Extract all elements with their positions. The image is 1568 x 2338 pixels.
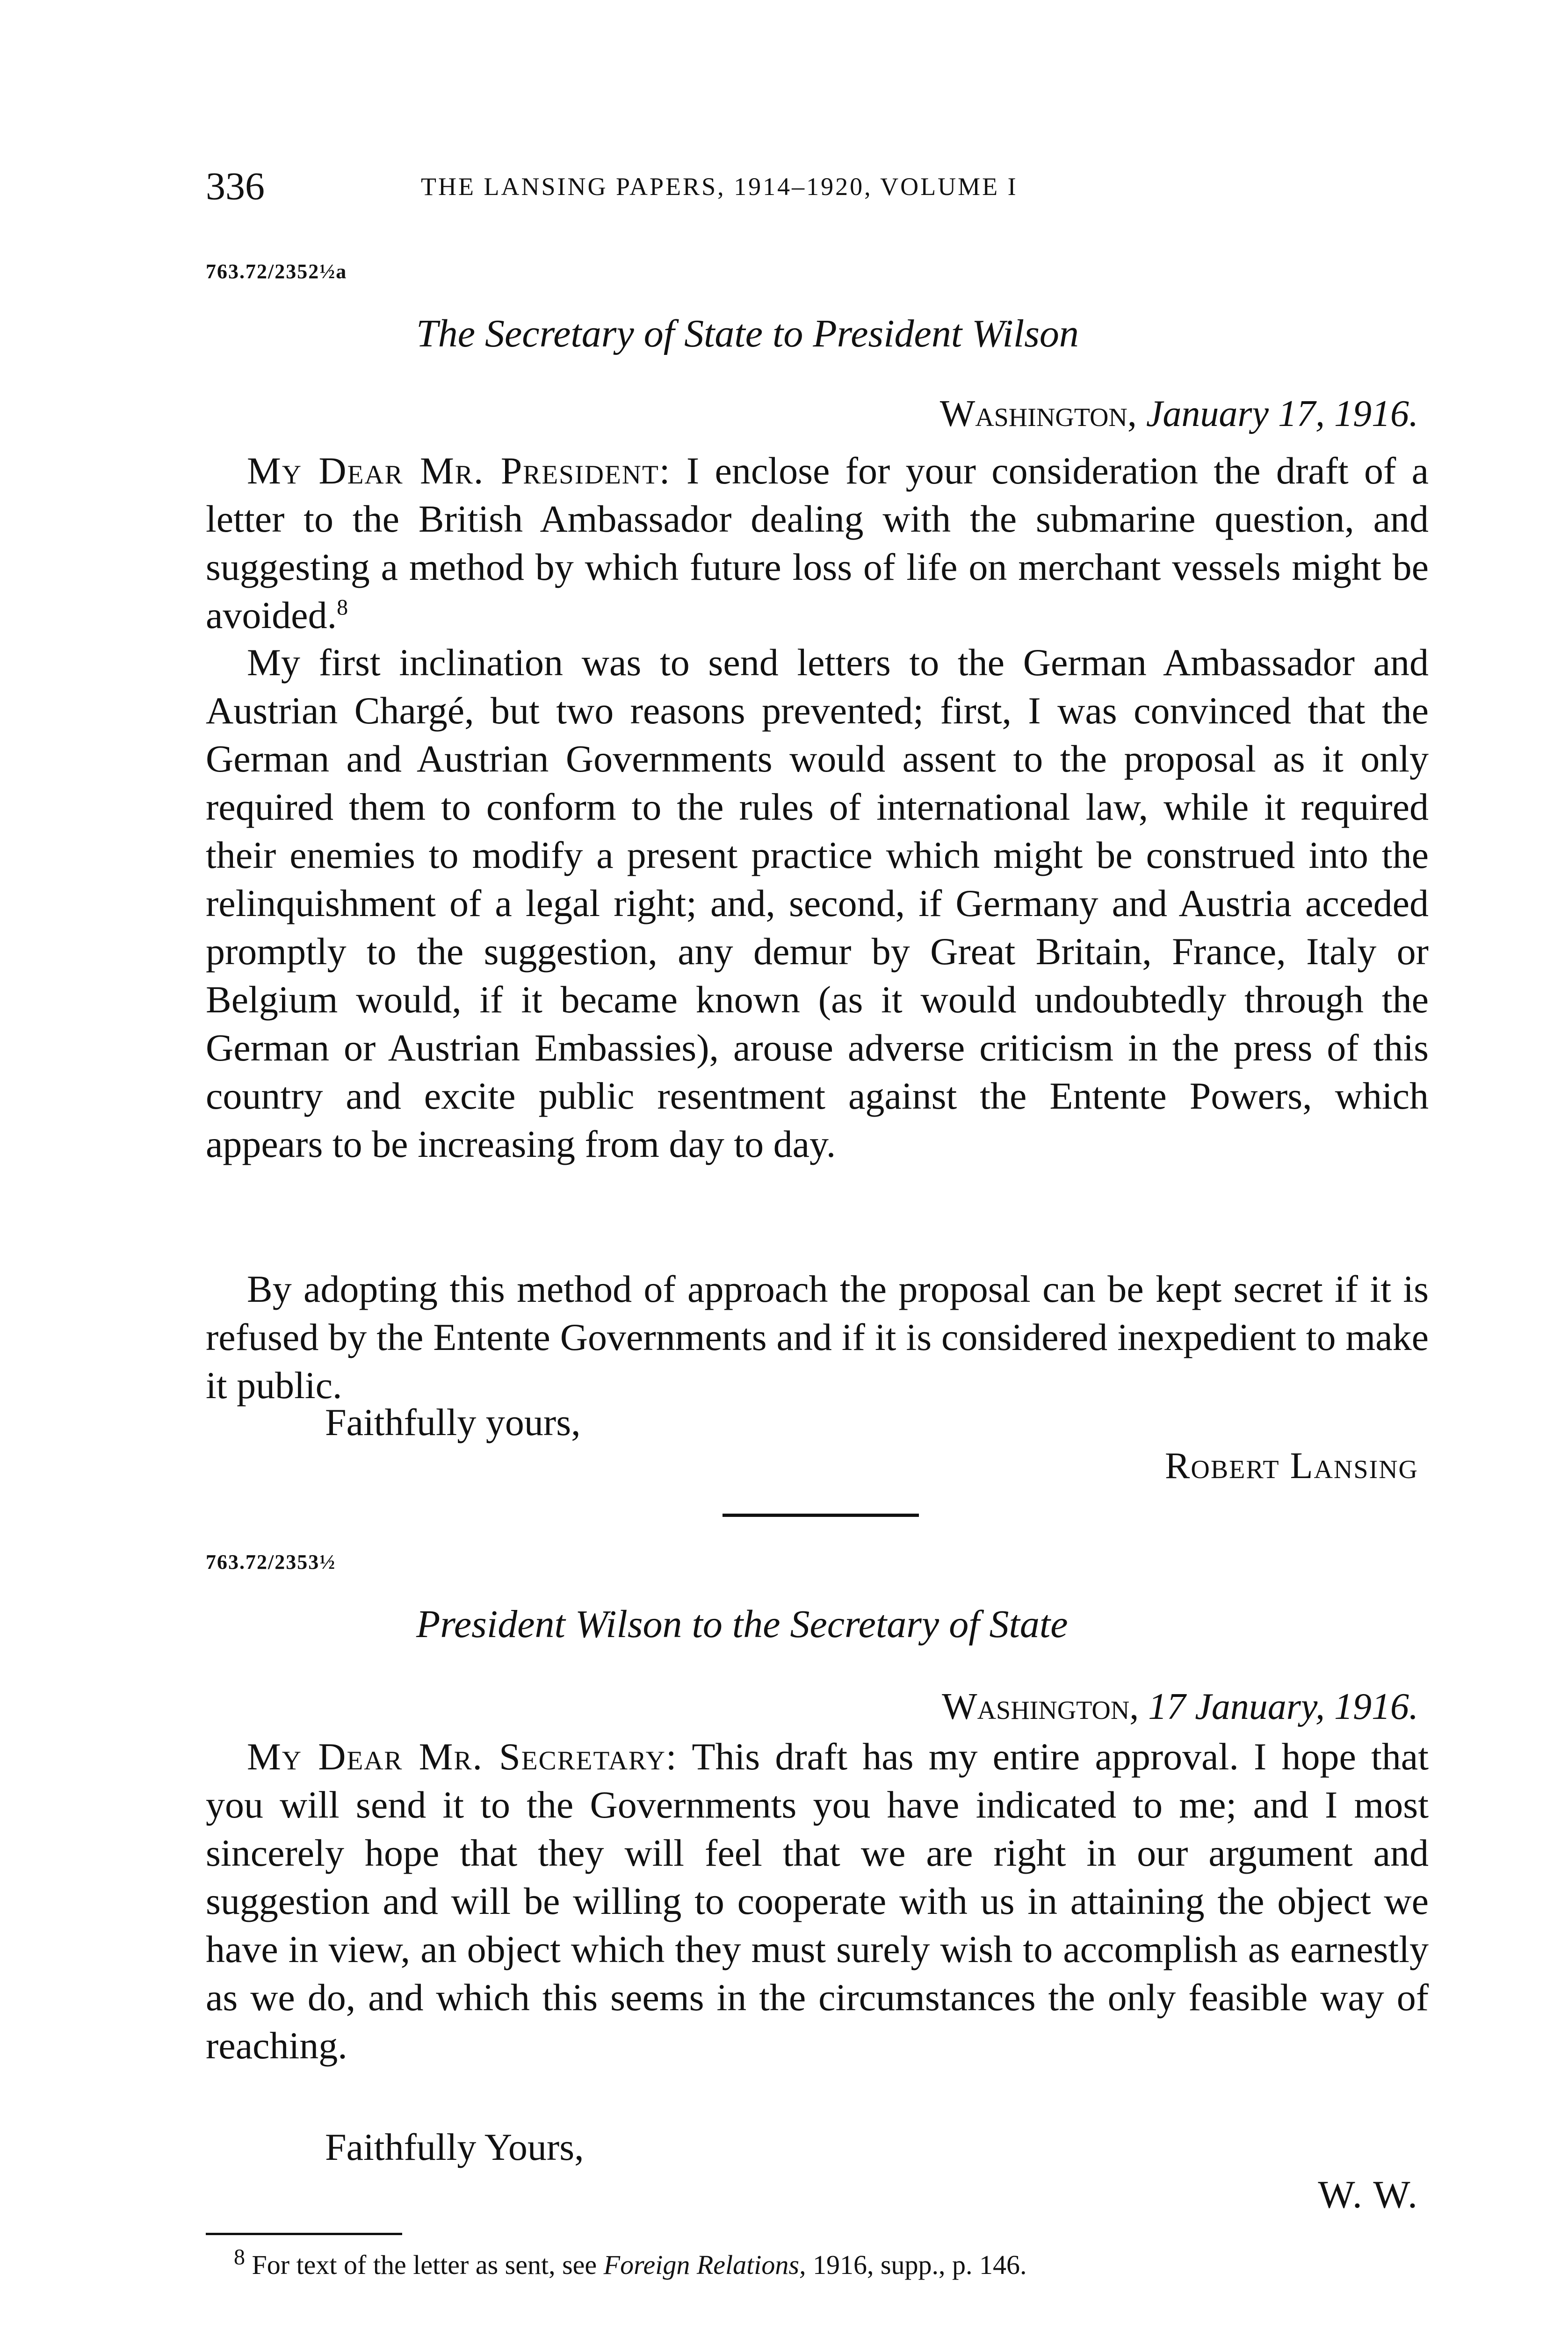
dateline-date: 17 January, 1916. [1148,1686,1418,1727]
dateline-city: Washington, [939,393,1137,434]
paragraph-text: I enclose for your consideration the draft of a letter to the British Ambassador dealing with the submarine question, and suggesting a method by which future loss of life on merchant vessels might be avoided. [206,449,1429,636]
dateline [940,393,1418,435]
footnote-divider [206,2233,402,2235]
footnote-number: 8 [234,2244,245,2270]
footnote-text-after: 1916, supp., p. 146. [812,2250,1027,2280]
signature: W. W. [1318,2173,1418,2216]
file-number: 763.72/2353½ [206,1551,336,1573]
letter-paragraph [206,447,1429,639]
file-number: 763.72/2352½a [206,260,347,283]
document-title: The Secretary of State to President Wilson [416,312,1079,355]
page-header [206,164,1431,215]
footnote-reference: 8 [337,595,348,620]
running-head: THE LANSING PAPERS, 1914–1920, VOLUME I [421,173,1018,201]
dateline-city: Washington, [942,1686,1139,1727]
closing: Faithfully Yours, [325,2126,584,2168]
section-divider [723,1514,919,1517]
salutation: My Dear Mr. President: [247,449,671,492]
salutation: My Dear Mr. Secretary: [247,1735,678,1778]
footnote-text: For text of the letter as sent, see [252,2250,597,2280]
letter-paragraph: By adopting this method of approach the proposal can be kept secret if it is refused by the Entente Governments and if it is considered inexpedient to make it public. [206,1268,1429,1407]
footnote [234,2244,1027,2280]
letter-paragraph [206,1732,1429,2070]
letter-paragraph: My first inclination was to send letters to the German Ambassador and Austrian Chargé, but two reasons prevented; first, I was convinced that the German and Austrian Governments would assent to the proposal as it only required them to conform to the rules of international law, while it required their enemies to modify a present practice which might be construed into the relinquishment of a legal right; and, second, if Germany and Austria acceded promptly to the suggestion, any demur by Great Britain, France, Italy or Belgium would, if it became known (as it would undoubtedly through the German or Austrian Embassies), arouse adverse criticism in the press of this country and excite public resentment against the Entente Powers, which appears to be increasing from day to day. [206,641,1429,1165]
signature: Robert Lansing [1165,1445,1418,1487]
document-title: President Wilson to the Secretary of State [416,1602,1068,1646]
footnote-source: Foreign Relations, [603,2250,806,2280]
page-number: 336 [206,165,265,208]
dateline-date: January 17, 1916. [1146,393,1418,434]
dateline [942,1686,1418,1728]
closing: Faithfully yours, [325,1401,581,1443]
paragraph-text: This draft has my entire approval. I hope that you will send it to the Governments you have indicated to me; and I most sincerely hope that they will feel that we are right in our argument and suggestion and will be willing to cooperate with us in attaining the object we have in view, an object which they must surely wish to accomplish as earnestly as we do, and which this seems in the circumstances the only feasible way of reaching. [206,1735,1429,2067]
